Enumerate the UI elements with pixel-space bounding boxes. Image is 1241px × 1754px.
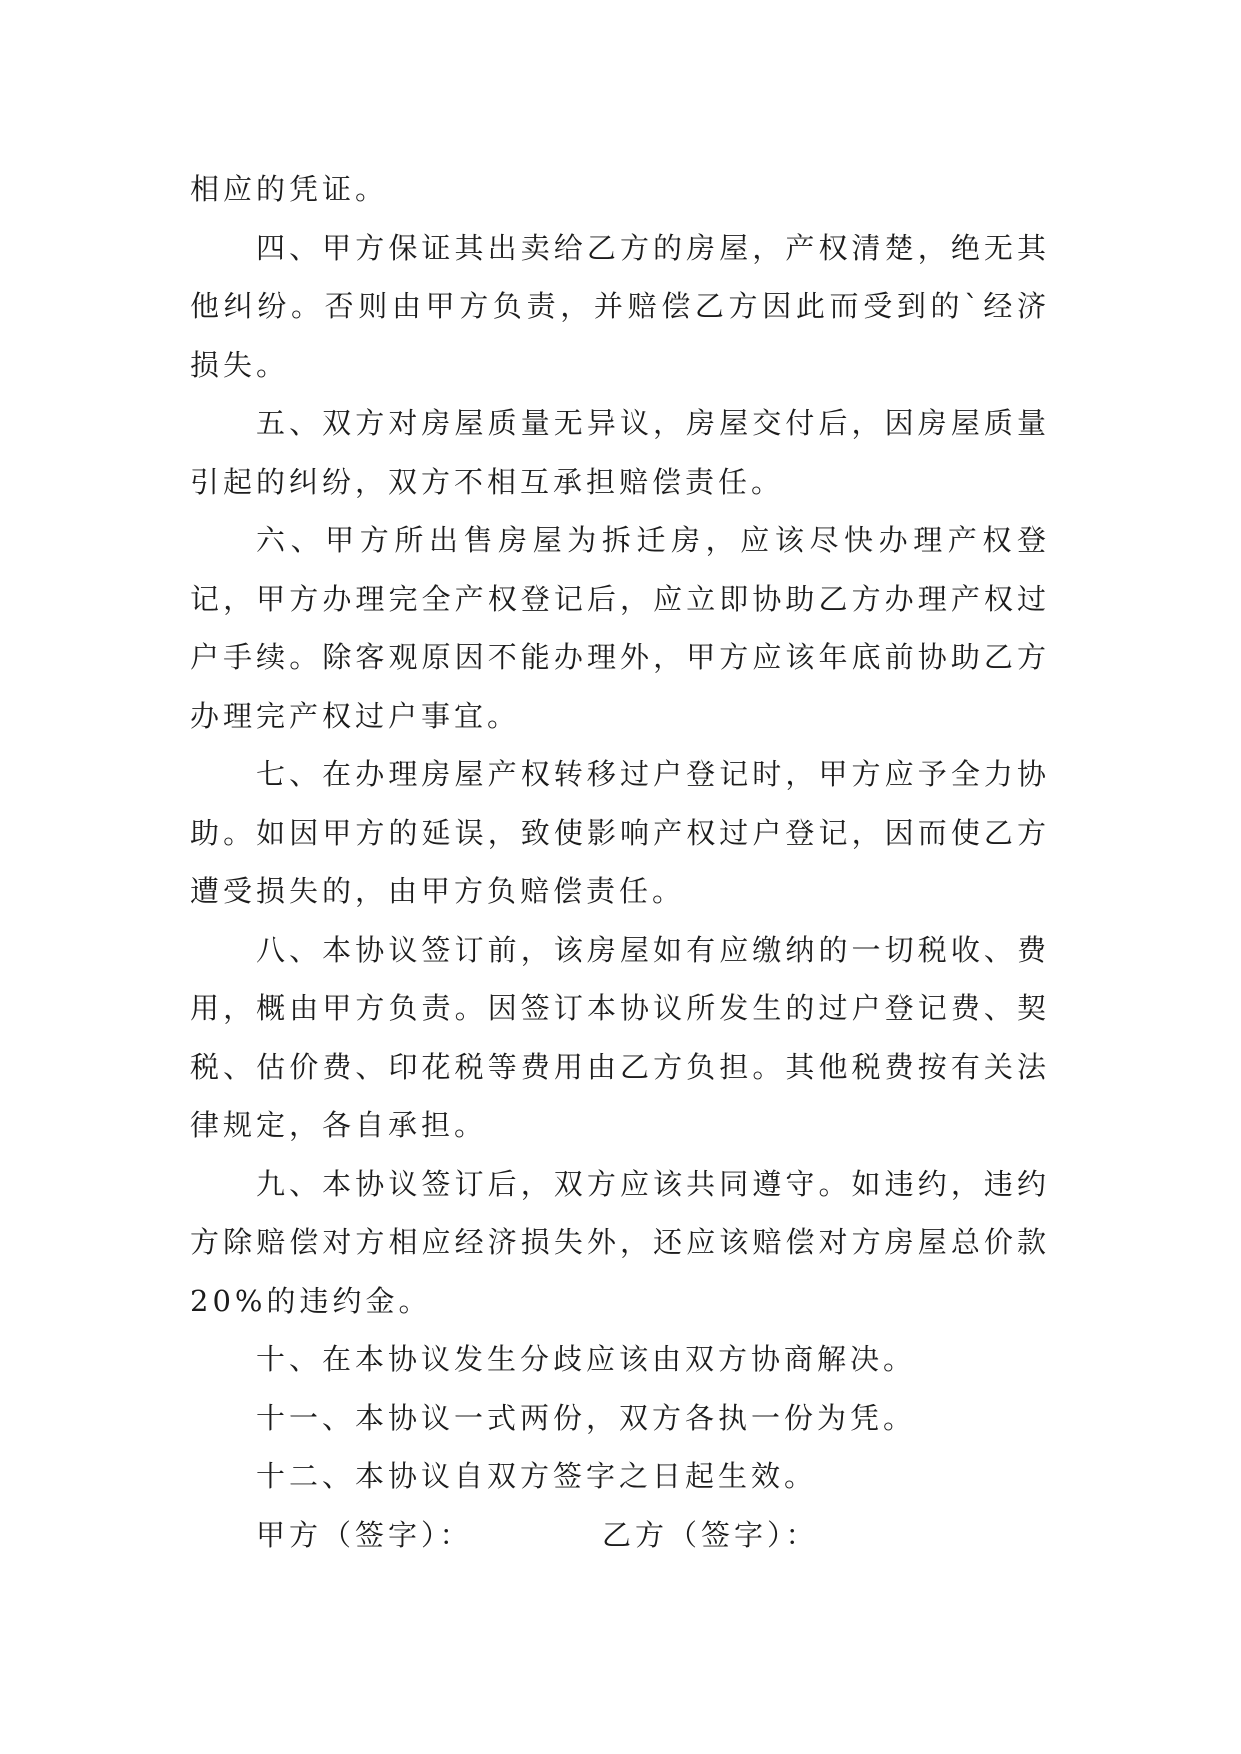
- paragraph-continuation: 相应的凭证。: [190, 172, 389, 206]
- clause-9: 九、本协议签订后，双方应该共同遵守。如违约，违约方除赔偿对方相应经济损失外，还应该赔偿对方房屋总价款20%的违约金。: [190, 1166, 1050, 1318]
- clause-12: 十二、本协议自双方签字之日起生效。: [256, 1459, 818, 1493]
- clause-4: 四、甲方保证其出卖给乙方的房屋，产权清楚，绝无其他纠纷。否则由甲方负责，并赔偿乙方因此而受到的`经济损失。: [190, 230, 1050, 382]
- clause-7: 七、在办理房屋产权转移过户登记时，甲方应予全力协助。如因甲方的延误，致使影响产权过户登记，因而使乙方遭受损失的，由甲方负赔偿责任。: [190, 757, 1050, 908]
- clause-11: 十一、本协议一式两份，双方各执一份为凭。: [256, 1400, 917, 1435]
- clause-8: 八、本协议签订前，该房屋如有应缴纳的一切税收、费用，概由甲方负责。因签订本协议所发生的过户登记费、契税、估价费、印花税等费用由乙方负担。其他税费按有关法律规定，各自承担。: [190, 932, 1050, 1142]
- party-a-signature-label: 甲方（签字）：: [256, 1517, 473, 1552]
- party-b-signature-label: 乙方（签字）：: [602, 1517, 819, 1552]
- signature-row: [190, 1506, 1050, 1565]
- clause-5: 五、双方对房屋质量无异议，房屋交付后，因房屋质量引起的纠纷，双方不相互承担赔偿责任。: [190, 406, 1050, 499]
- clause-6: 六、甲方所出售房屋为拆迁房，应该尽快办理产权登记，甲方办理完全产权登记后，应立即协助乙方办理产权过户手续。除客观原因不能办理外，甲方应该年底前协助乙方办理完产权过户事宜。: [190, 523, 1050, 733]
- clause-10: 十、在本协议发生分歧应该由双方协商解决。: [256, 1342, 917, 1376]
- document-body: [190, 160, 1050, 1564]
